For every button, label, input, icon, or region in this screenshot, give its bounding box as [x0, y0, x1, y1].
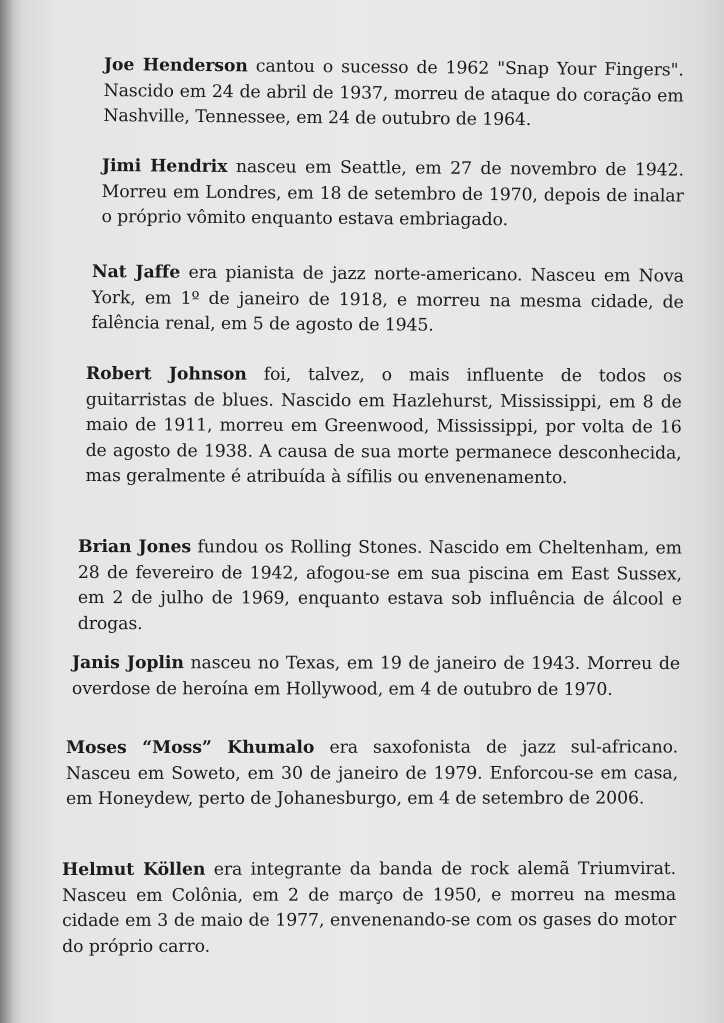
entry-name: Helmut Köllen: [62, 860, 206, 881]
entry-text: cantou o sucesso de 1962 "Snap Your Fingers". Nascido em 24 de abril de 1937, morreu de ataque do coração em Nashville, Tennessee, em 24 de outubro de 1964.: [103, 56, 684, 131]
entry-text: era pianista de jazz norte-americano. Nasceu em Nova York, em 1º de janeiro de 1918, e morreu na mesma cidade, de falência renal, em 5 de agosto de 1945.: [91, 262, 684, 337]
entry-text: nasceu em Seattle, em 27 de novembro de 1942. Morreu em Londres, em 18 de setembro de 1970, depois de inalar o próprio vômito enquanto estava embriagado.: [101, 157, 684, 231]
entry-name: Janis Joplin: [71, 653, 184, 674]
entry-name: Brian Jones: [77, 537, 192, 558]
entry-jimi-hendrix: [101, 154, 684, 235]
entry-name: Joe Henderson: [103, 55, 248, 77]
page-edge-shadow: [0, 0, 14, 1023]
entry-moses-khumalo: [66, 736, 678, 813]
entry-name: Nat Jaffe: [91, 262, 181, 283]
entry-joe-henderson: [103, 53, 684, 135]
entry-text: foi, talvez, o mais influente de todos os guitarristas de blues. Nascido em Hazlehurst, Mississippi, em 8 de maio de 1911, morreu em Greenwood, Mississippi, por volta de 16 de agosto de 1938. A causa de sua morte permanece desconhecida, mas geralmente é atribuída à sífilis ou envenenamento.: [85, 364, 682, 489]
entry-text: nasceu no Texas, em 19 de janeiro de 1943. Morreu de overdose de heroína em Hollywood, em 4 de outubro de 1970.: [71, 653, 681, 700]
entry-helmut-kollen: [62, 857, 676, 960]
entry-janis-joplin: [72, 651, 680, 703]
entry-nat-jaffe: [91, 260, 684, 341]
entry-name: Moses “Moss” Khumalo: [66, 738, 315, 759]
entry-name: Jimi Hendrix: [101, 156, 228, 178]
entry-robert-johnson: [85, 362, 682, 493]
entry-text: era integrante da banda de rock alemã Triumvirat. Nasceu em Colônia, em 2 de março de 1950, e morreu na mesma cidade em 3 de maio de 1977, envenenando-se com os gases do motor do próprio carro.: [62, 859, 677, 958]
entry-text: fundou os Rolling Stones. Nascido em Cheltenham, em 28 de fevereiro de 1942, afogou-se em sua piscina em East Sussex, em 2 de julho de 1969, enquanto estava sob influência de álcool e drogas.: [77, 537, 682, 635]
entry-brian-jones: [78, 535, 682, 639]
entry-name: Robert Johnson: [85, 364, 247, 385]
entry-text: era saxofonista de jazz sul-africano. Nasceu em Soweto, em 30 de janeiro de 1979. Enforcou-se em casa, em Honeydew, perto de Johanesburgo, em 4 de setembro de 2006.: [66, 737, 679, 810]
